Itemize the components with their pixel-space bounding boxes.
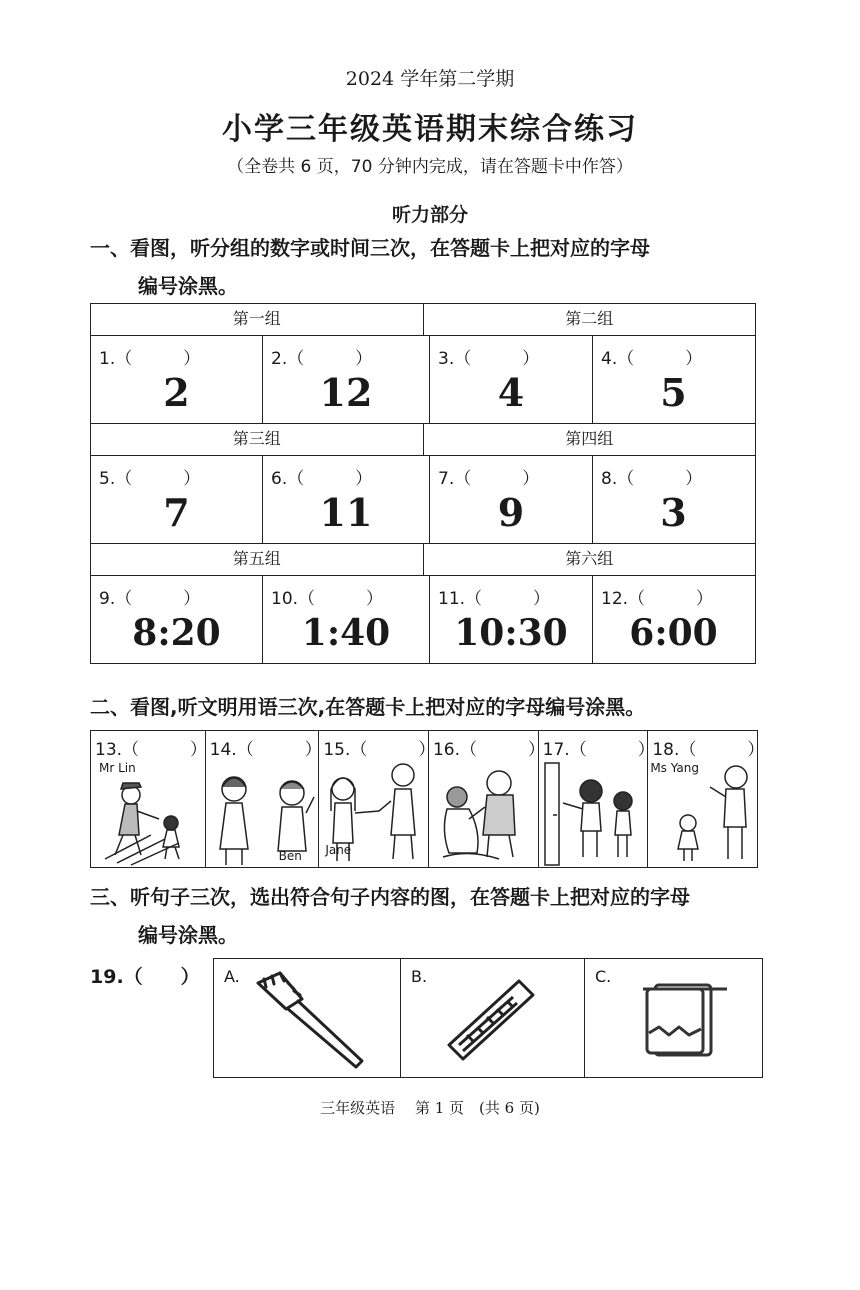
group-label: 第六组 xyxy=(423,544,756,575)
group-label: 第四组 xyxy=(423,424,756,455)
item-value: 11 xyxy=(319,490,373,535)
item-cell xyxy=(429,336,592,423)
item-cell xyxy=(91,456,262,543)
item-value: 7 xyxy=(163,490,190,535)
item-row xyxy=(91,576,755,664)
item-value: 12 xyxy=(319,370,373,415)
item-number: 11.（ ） xyxy=(438,589,551,609)
group-label: 第一组 xyxy=(232,309,281,328)
item-cell xyxy=(429,456,592,543)
item-value: 9 xyxy=(497,490,525,535)
section1-line1: 一、看图，听分组的数字或时间三次，在答题卡上把对应的字母 xyxy=(90,236,650,260)
character-name: Ben xyxy=(278,849,302,863)
character-name: Mr Lin xyxy=(99,761,136,775)
item-value: 2 xyxy=(163,370,190,415)
item-number: 6.（ ） xyxy=(271,469,373,489)
picture-row xyxy=(90,730,765,868)
group-header-row xyxy=(91,304,755,336)
item-cell xyxy=(592,576,754,664)
item-number: 2.（ ） xyxy=(271,349,373,369)
option-label: A. xyxy=(224,967,240,986)
toothbrush-icon xyxy=(214,959,400,1077)
picture-cell xyxy=(538,731,655,867)
item-cell xyxy=(592,456,754,543)
part-heading: 听力部分 xyxy=(391,204,468,226)
term-line: 2024 学年第二学期 xyxy=(345,68,515,90)
section1-heading xyxy=(90,229,770,305)
q19-options xyxy=(213,958,763,1078)
section1-line2: 编号涂黑。 xyxy=(138,274,238,298)
option-label: B. xyxy=(411,967,428,986)
page-title: 小学三年级英语期末综合练习 xyxy=(222,112,638,147)
item-number: 10.（ ） xyxy=(271,589,384,609)
item-row xyxy=(91,336,755,424)
item-value: 6:00 xyxy=(629,612,718,654)
group-label: 第三组 xyxy=(232,429,281,448)
option-a xyxy=(214,959,400,1077)
group-label: 第五组 xyxy=(232,549,281,568)
picture-cell xyxy=(428,731,546,867)
item-cell xyxy=(592,336,754,423)
page-footer: 三年级英语 第 1 页 (共 6 页) xyxy=(320,1099,540,1117)
item-number: 3.（ ） xyxy=(438,349,540,369)
section3-line1: 三、听句子三次，选出符合句子内容的图，在答题卡上把对应的字母 xyxy=(90,885,690,909)
question-19-number: 19.（ ） xyxy=(90,966,200,988)
item-value: 10:30 xyxy=(454,612,568,654)
group-header-row xyxy=(91,544,755,576)
section3-line2: 编号涂黑。 xyxy=(138,923,238,947)
character-name: Jane xyxy=(325,843,352,857)
towel-icon xyxy=(585,959,763,1077)
picture-cell xyxy=(91,731,208,867)
section3-heading xyxy=(90,878,770,954)
item-number: 17.（ ） xyxy=(542,740,655,760)
character-name: Ms Yang xyxy=(650,761,700,775)
group-header-row xyxy=(91,424,755,456)
item-cell xyxy=(262,336,429,423)
option-label: C. xyxy=(595,967,612,986)
section2-heading: 二、看图,听文明用语三次,在答题卡上把对应的字母编号涂黑。 xyxy=(90,695,646,719)
item-value: 3 xyxy=(660,490,687,535)
exam-note: （全卷共 6 页，70 分钟内完成，请在答题卡中作答） xyxy=(227,157,633,177)
item-value: 4 xyxy=(497,370,525,415)
item-number: 16.（ ） xyxy=(432,740,546,760)
item-number: 5.（ ） xyxy=(99,469,201,489)
option-c xyxy=(584,959,762,1077)
option-b xyxy=(400,959,584,1077)
item-number: 18.（ ） xyxy=(652,740,765,760)
item-cell xyxy=(91,576,262,664)
item-number: 12.（ ） xyxy=(601,589,714,609)
item-cell xyxy=(429,576,592,664)
item-cell xyxy=(262,576,429,664)
picture-cell xyxy=(647,731,765,867)
item-value: 1:40 xyxy=(301,612,391,654)
item-number: 9.（ ） xyxy=(99,589,201,609)
item-number: 1.（ ） xyxy=(99,349,201,369)
item-row xyxy=(91,456,755,544)
item-number: 7.（ ） xyxy=(438,469,540,489)
group-label: 第二组 xyxy=(423,304,756,335)
item-number: 13.（ ） xyxy=(95,740,208,760)
picture-cell xyxy=(318,731,436,867)
number-grid xyxy=(90,303,756,664)
item-cell xyxy=(91,336,262,423)
item-value: 5 xyxy=(660,370,687,415)
picture-cell xyxy=(205,731,322,867)
item-cell xyxy=(262,456,429,543)
item-number: 15.（ ） xyxy=(323,740,436,760)
item-number: 4.（ ） xyxy=(601,349,703,369)
comb-icon xyxy=(401,959,585,1077)
item-number: 8.（ ） xyxy=(601,469,703,489)
item-value: 8:20 xyxy=(132,612,221,654)
item-number: 14.（ ） xyxy=(209,740,322,760)
